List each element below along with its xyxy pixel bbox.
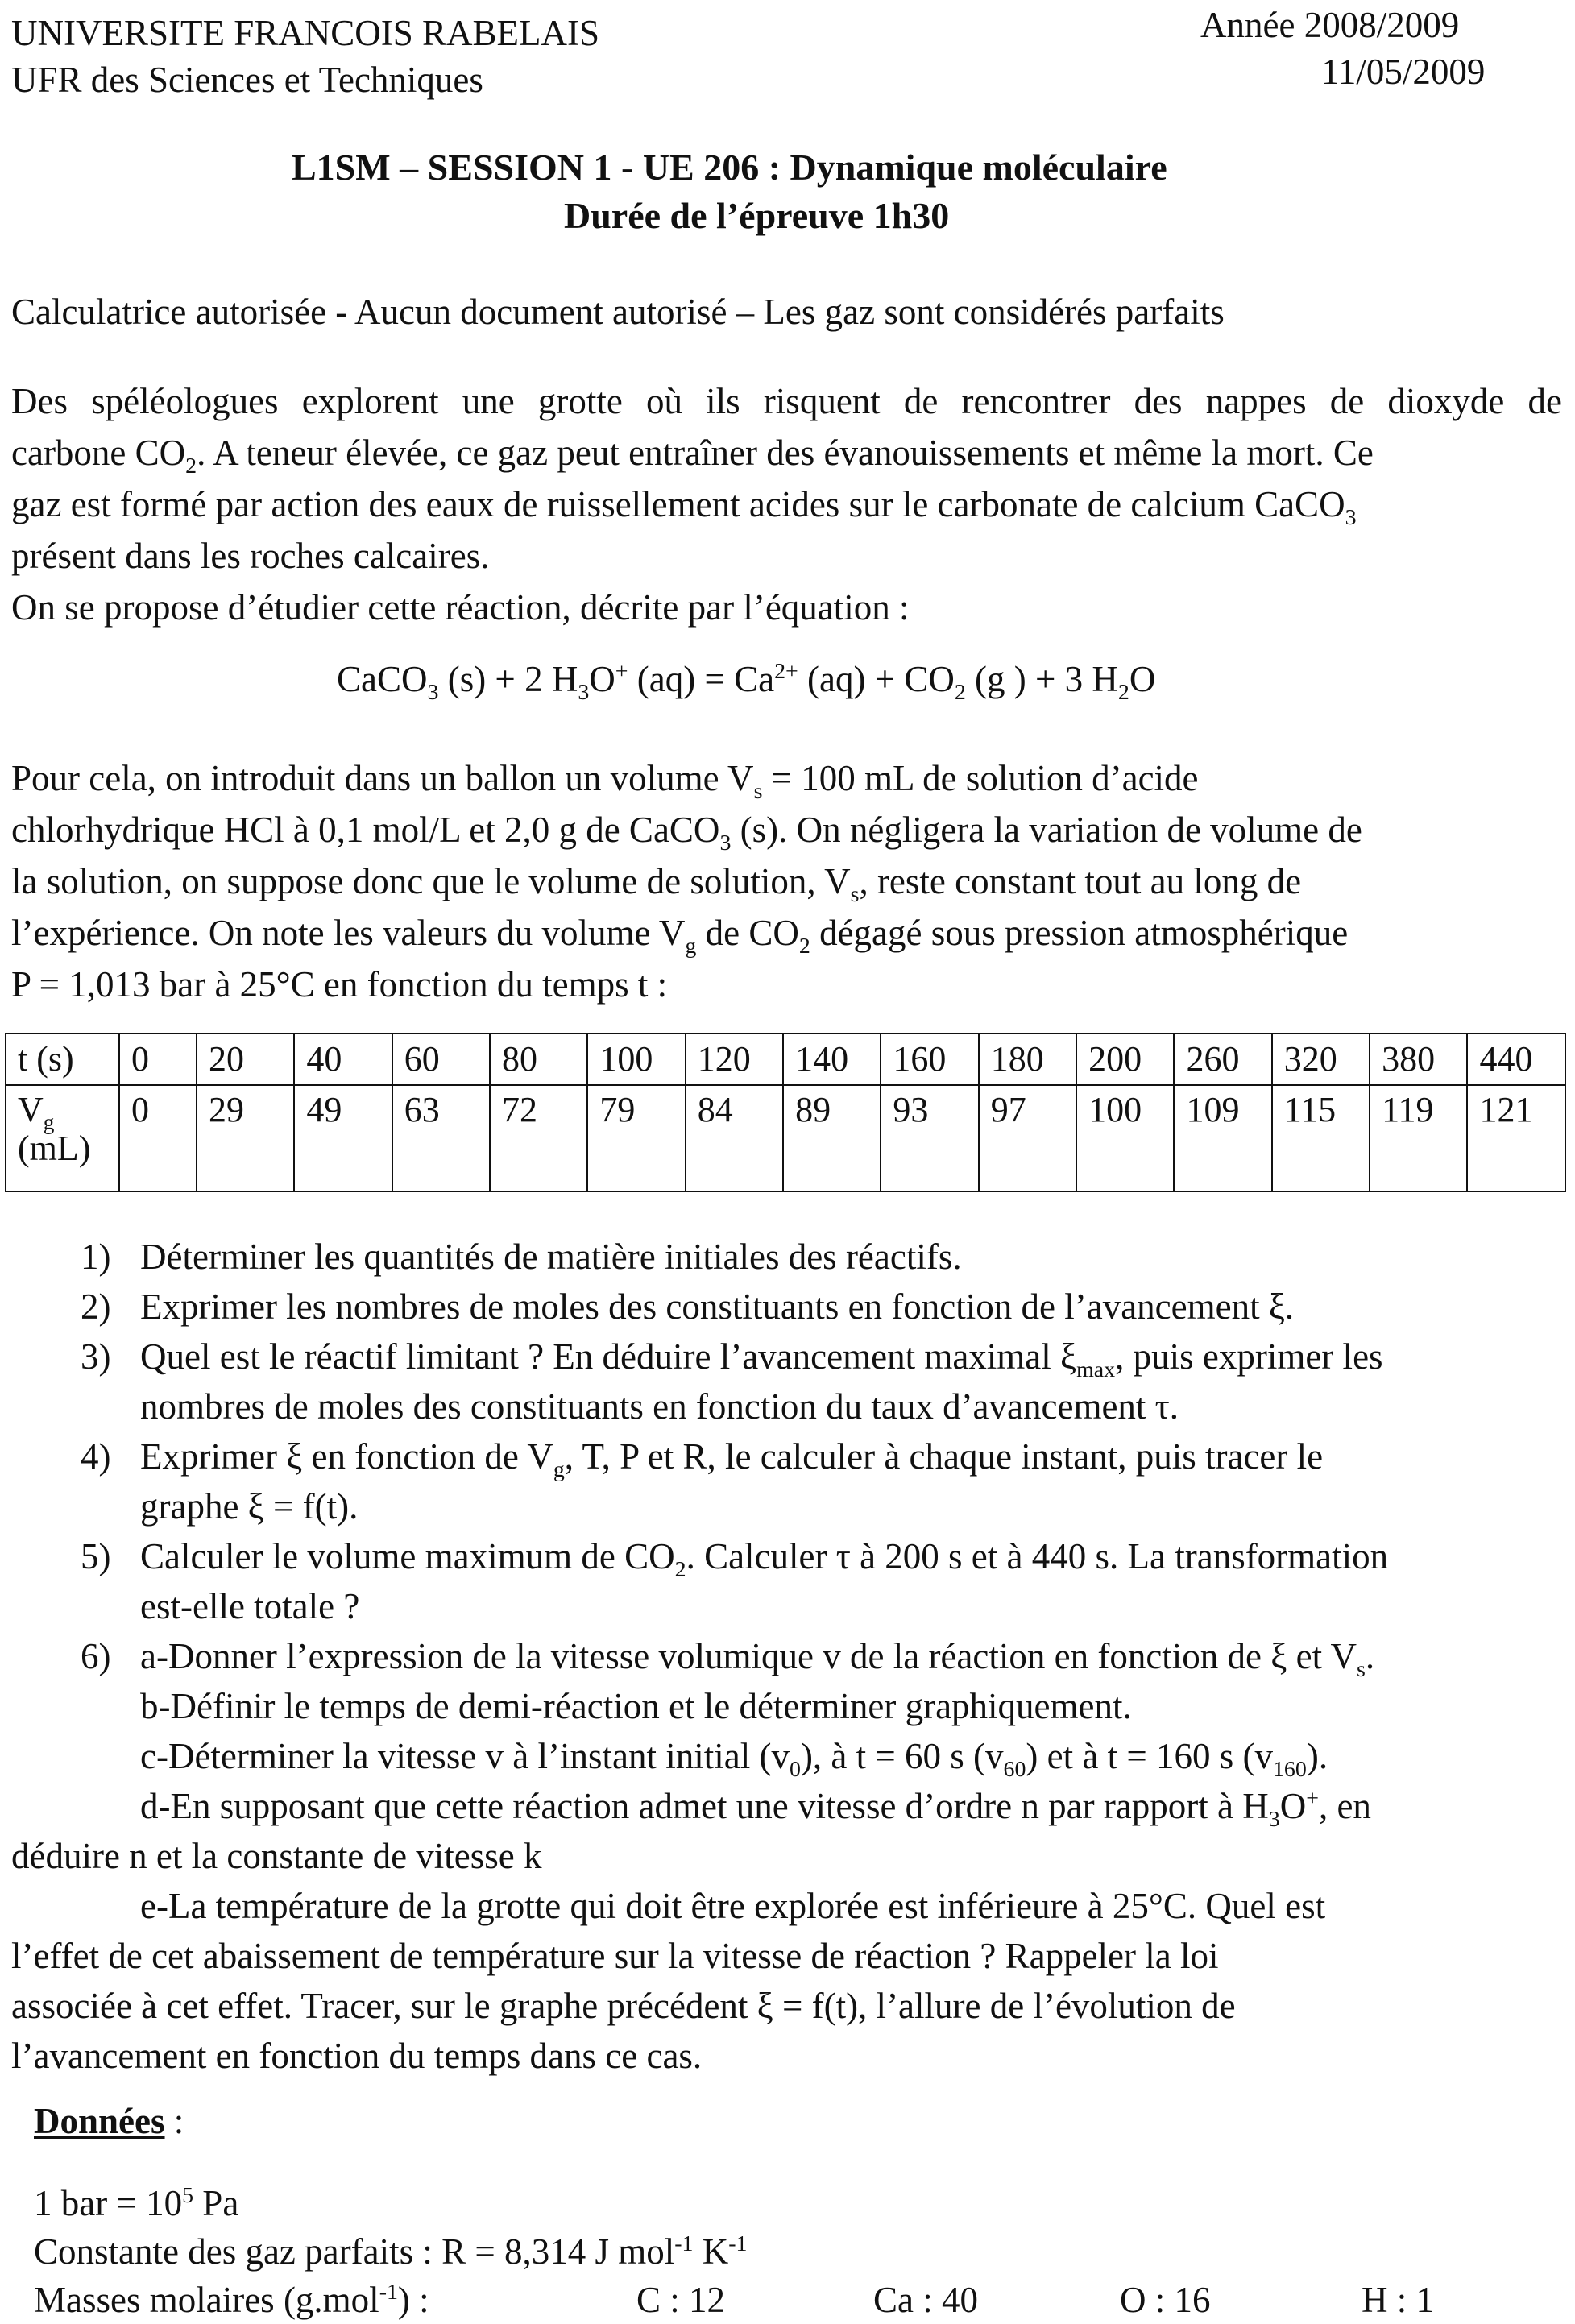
question-6e-line4: l’avancement en fonction du temps dans ce cas. <box>11 2036 703 2076</box>
exam-title: L1SM – SESSION 1 - UE 206 : Dynamique moléculaire <box>292 147 1167 188</box>
table-cell: 80 <box>490 1034 587 1085</box>
question-number: 2) <box>81 1286 111 1327</box>
table-cell: 40 <box>294 1034 392 1085</box>
bar-conversion: 1 bar = $10^5$ Pa <box>34 2183 239 2223</box>
molar-mass-ca: Ca : 40 <box>873 2280 978 2320</box>
molar-mass-o: O : 16 <box>1120 2280 1211 2320</box>
table-cell: 180 <box>979 1034 1076 1085</box>
table-cell: 97 <box>979 1085 1076 1191</box>
table-cell: 100 <box>1076 1085 1174 1191</box>
row-label-volume: $V_g$ (mL) <box>6 1085 119 1191</box>
question-4-continued: graphe ξ = f(t). <box>140 1486 359 1527</box>
table-cell: 0 <box>119 1085 197 1191</box>
table-cell: 20 <box>197 1034 294 1085</box>
table-cell: 100 <box>587 1034 685 1085</box>
molar-mass-h: H : 1 <box>1362 2280 1434 2320</box>
table-cell: 260 <box>1174 1034 1271 1085</box>
measurements-table <box>5 1033 1566 1192</box>
table-cell: 60 <box>392 1034 490 1085</box>
intro-line: Des spéléologues explorent une grotte où ils risquent de rencontrer des nappes de dioxyde de <box>11 381 1562 421</box>
setup-line: l’expérience. On note les valeurs du volume $V_g$ de $CO_2$ dégagé sous pression atmosphérique <box>11 913 1349 959</box>
setup-line: la solution, on suppose donc que le volume de solution, $V_s$, reste constant tout au long de <box>11 861 1302 907</box>
molar-masses-label: Masses molaires (g.mol$^{-1}$) : <box>34 2280 429 2320</box>
exam-date: 11/05/2009 <box>1321 52 1486 92</box>
question-6a: a-Donner l’expression de la vitesse volumique v de la réaction en fonction de ξ et $V_s$. <box>140 1636 1375 1682</box>
question-6e-line3: associée à cet effet. Tracer, sur le graphe précédent ξ = f(t), l’allure de l’évolution de <box>11 1986 1236 2026</box>
table-cell: 140 <box>783 1034 881 1085</box>
reaction-equation: CaCO$_3$ (s) + 2 $H_3O^+$ $(aq) = Ca^{2+}$ $(aq) + CO_2$ (g ) + 3 $H_2O$ <box>337 659 1156 705</box>
question-6b: b-Définir le temps de demi-réaction et le déterminer graphiquement. <box>140 1686 1132 1726</box>
table-cell: 120 <box>686 1034 783 1085</box>
table-cell: 89 <box>783 1085 881 1191</box>
table-cell: 72 <box>490 1085 587 1191</box>
instructions: Calculatrice autorisée - Aucun document autorisé – Les gaz sont considérés parfaits <box>11 292 1225 332</box>
intro-line: On se propose d’étudier cette réaction, décrite par l’équation : <box>11 587 910 628</box>
table-cell: 121 <box>1467 1085 1565 1191</box>
university-name: UNIVERSITE FRANCOIS RABELAIS <box>11 13 600 53</box>
question-6c: c-Déterminer la vitesse v à l’instant initial $(v_0)$, à t = 60 s $(v_{60})$ et à t = 160 s $(v_{160})$. <box>140 1736 1328 1782</box>
table-cell: 115 <box>1272 1085 1370 1191</box>
intro-line: présent dans les roches calcaires. <box>11 536 490 576</box>
question-1: Déterminer les quantités de matière initiales des réactifs. <box>140 1237 962 1277</box>
setup-line: chlorhydrique HCl à 0,1 mol/L et 2,0 g de CaCO$_3$ (s). On négligera la variation de volume de <box>11 810 1362 855</box>
question-number: 6) <box>81 1636 111 1676</box>
table-cell: 109 <box>1174 1085 1271 1191</box>
question-number: 5) <box>81 1536 111 1576</box>
setup-line: P = 1,013 bar à 25°C en fonction du temps t : <box>11 964 668 1005</box>
table-cell: 160 <box>881 1034 978 1085</box>
table-cell: 93 <box>881 1085 978 1191</box>
question-6d-continued: déduire n et la constante de vitesse k <box>11 1836 542 1876</box>
academic-year: Année 2008/2009 <box>1200 5 1460 45</box>
table-cell: 0 <box>119 1034 197 1085</box>
question-number: 3) <box>81 1336 111 1377</box>
question-5-continued: est-elle totale ? <box>140 1586 360 1626</box>
setup-paragraph <box>11 752 1562 1010</box>
table-cell: 380 <box>1370 1034 1467 1085</box>
table-cell: 63 <box>392 1085 490 1191</box>
question-6e-line2: l’effet de cet abaissement de température sur la vitesse de réaction ? Rappeler la loi <box>11 1936 1219 1976</box>
table-row-volume <box>6 1085 1565 1191</box>
setup-line: Pour cela, on introduit dans un ballon un volume $V_s = 100$ mL de solution d’acide <box>11 758 1199 804</box>
table-cell: 119 <box>1370 1085 1467 1191</box>
gas-constant: Constante des gaz parfaits : R = 8,314 J mol$^{-1}$ $K^{-1}$ <box>34 2231 748 2272</box>
exam-duration: Durée de l’épreuve 1h30 <box>564 195 950 236</box>
table-cell: 84 <box>686 1085 783 1191</box>
table-cell: 29 <box>197 1085 294 1191</box>
question-number: 4) <box>81 1436 111 1477</box>
intro-line: gaz est formé par action des eaux de ruissellement acides sur le carbonate de calcium CaCO$_3$ <box>11 484 1357 530</box>
row-label-time: t (s) <box>6 1034 119 1085</box>
intro-paragraph <box>11 375 1562 633</box>
intro-line: carbone $CO_2$. A teneur élevée, ce gaz peut entraîner des évanouissements et même la mort. Ce <box>11 433 1374 478</box>
data-heading: Données : <box>34 2101 184 2141</box>
table-row-time <box>6 1034 1565 1085</box>
faculty-name: UFR des Sciences et Techniques <box>11 60 483 100</box>
question-5: Calculer le volume maximum de $CO_2$. Calculer τ à 200 s et à 440 s. La transformation <box>140 1536 1389 1582</box>
question-2: Exprimer les nombres de moles des constituants en fonction de l’avancement ξ. <box>140 1286 1295 1327</box>
table-cell: 49 <box>294 1085 392 1191</box>
question-3: Quel est le réactif limitant ? En déduire l’avancement maximal $\xi_{max}$, puis exprimer les <box>140 1336 1383 1382</box>
table-cell: 320 <box>1272 1034 1370 1085</box>
table-cell: 200 <box>1076 1034 1174 1085</box>
question-6e: e-La température de la grotte qui doit être explorée est inférieure à 25°C. Quel est <box>140 1886 1326 1926</box>
question-3-continued: nombres de moles des constituants en fonction du taux d’avancement τ. <box>140 1386 1179 1427</box>
question-6d: d-En supposant que cette réaction admet une vitesse d’ordre n par rapport à $H_3O^+$, en <box>140 1786 1371 1832</box>
question-4: Exprimer ξ en fonction de $V_g$, T, P et R, le calculer à chaque instant, puis tracer le <box>140 1436 1324 1482</box>
molar-mass-c: C : 12 <box>636 2280 726 2320</box>
table-cell: 440 <box>1467 1034 1565 1085</box>
question-number: 1) <box>81 1237 111 1277</box>
table-cell: 79 <box>587 1085 685 1191</box>
